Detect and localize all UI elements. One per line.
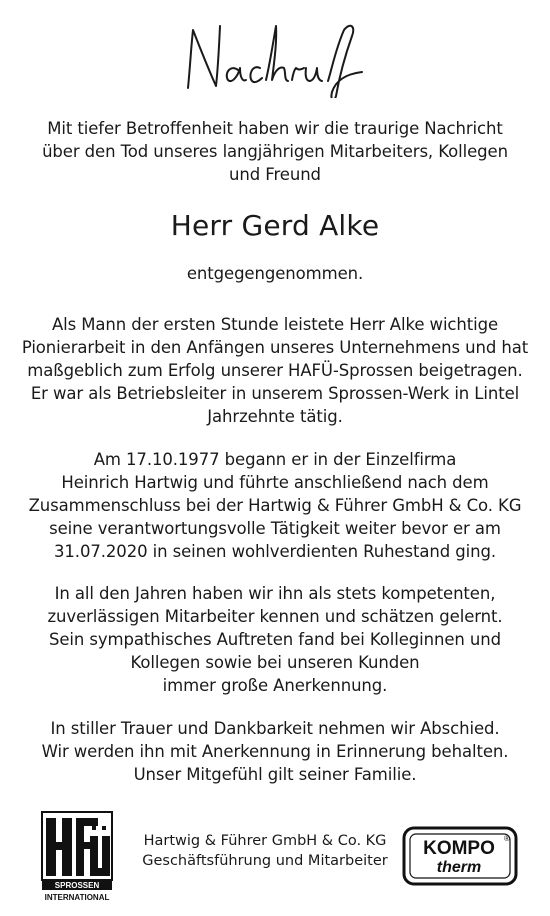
paragraph-dates — [0, 448, 550, 563]
deceased-name: Herr Gerd Alke — [170, 209, 380, 242]
paragraph-line: Wir werden ihn mit Anerkennung in Erinnerung behalten. — [41, 742, 509, 761]
paragraph-line: In stiller Trauer und Dankbarkeit nehmen wir Abschied. — [50, 719, 500, 738]
received-text — [0, 262, 550, 285]
paragraph-career — [0, 313, 550, 428]
intro-text — [0, 117, 550, 186]
paragraph-line: In all den Jahren haben wir ihn als stets kompetenten, — [54, 584, 496, 603]
footer-signatories: Geschäftsführung und Mitarbeiter — [142, 853, 388, 869]
paragraph-line: Zusammenschluss bei der Hartwig & Führer GmbH & Co. KG — [28, 496, 522, 515]
paragraph-line: maßgeblich zum Erfolg unserer HAFÜ-Sprossen beigetragen. — [27, 361, 523, 380]
footer-company: Hartwig & Führer GmbH & Co. KG — [143, 833, 387, 849]
kompotherm-logo — [401, 825, 519, 887]
paragraph-line: Pionierarbeit in den Anfängen unseres Unternehmens und hat — [21, 338, 529, 357]
nachruf-script-lettering — [180, 18, 370, 98]
paragraph-appreciation — [0, 582, 550, 697]
paragraph-line: Am 17.10.1977 begann er in der Einzelfirma — [93, 450, 457, 469]
intro-line: Mit tiefer Betroffenheit haben wir die traurige Nachricht — [47, 119, 503, 138]
kompo-word: KOMPO — [423, 838, 495, 859]
paragraph-line: Jahrzehnte tätig. — [207, 407, 343, 426]
therm-word: therm — [436, 859, 482, 876]
obituary-script-title — [0, 18, 550, 98]
footer-signature — [115, 831, 415, 871]
paragraph-line: immer große Anerkennung. — [162, 676, 388, 695]
paragraph-line: Heinrich Hartwig und führte anschließend nach dem — [61, 473, 489, 492]
paragraph-line: Er war als Betriebsleiter in unserem Sprossen-Werk in Lintel — [30, 384, 520, 403]
paragraph-line: Kollegen sowie bei unseren Kunden — [130, 653, 420, 672]
paragraph-farewell — [0, 717, 550, 786]
hafu-caption-international: INTERNATIONAL — [44, 893, 110, 902]
paragraph-line: Unser Mitgefühl gilt seiner Familie. — [133, 765, 417, 784]
hafu-caption-sprossen: SPROSSEN — [54, 881, 100, 890]
paragraph-line: seine verantwortungsvolle Tätigkeit weiter bevor er am — [49, 519, 501, 538]
paragraph-line: 31.07.2020 in seinen wohlverdienten Ruhestand ging. — [54, 542, 496, 561]
hafu-logo — [36, 810, 118, 902]
paragraph-line: Als Mann der ersten Stunde leistete Herr Alke wichtige — [51, 315, 499, 334]
registered-mark: ® — [504, 834, 510, 843]
paragraph-line: Sein sympathisches Auftreten fand bei Kolleginnen und — [48, 630, 502, 649]
received-line: entgegengenommen. — [186, 264, 364, 283]
paragraph-line: zuverlässigen Mitarbeiter kennen und schätzen gelernt. — [47, 607, 503, 626]
intro-line: über den Tod unseres langjährigen Mitarbeiters, Kollegen — [42, 142, 508, 161]
intro-line: und Freund — [229, 165, 321, 184]
